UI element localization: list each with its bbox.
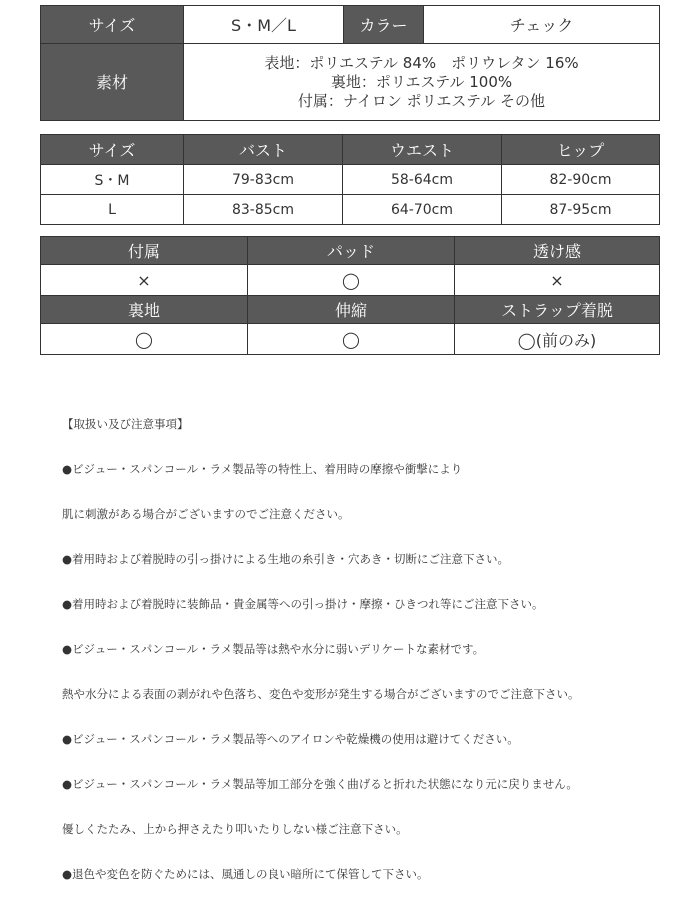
material-label: 素材 bbox=[41, 44, 184, 121]
note-line: ●着用時および着脱時に装飾品・貴金属等への引っ掛け・摩擦・ひきつれ等にご注意下さい。 bbox=[62, 597, 544, 611]
size-table bbox=[40, 134, 660, 225]
care-notes bbox=[62, 387, 580, 897]
bust-cell: 83-85cm bbox=[184, 195, 343, 225]
size-cell: S・M bbox=[41, 165, 184, 195]
sheerness-header: 透け感 bbox=[455, 237, 660, 265]
table-row bbox=[41, 324, 660, 355]
accessory-header: 付属 bbox=[41, 237, 248, 265]
size-value: S・M／L bbox=[184, 6, 344, 44]
material-line: 裏地：ポリエステル 100% bbox=[330, 72, 513, 91]
stretch-header: 伸縮 bbox=[248, 296, 455, 324]
material-line: 付属：ナイロン ポリエステル その他 bbox=[297, 91, 546, 110]
color-label: カラー bbox=[344, 6, 424, 44]
size-cell: L bbox=[41, 195, 184, 225]
lining-value: ◯ bbox=[41, 324, 248, 355]
hip-cell: 82-90cm bbox=[502, 165, 660, 195]
material-value bbox=[184, 44, 660, 121]
lining-header: 裏地 bbox=[41, 296, 248, 324]
color-value: チェック bbox=[424, 6, 660, 44]
stretch-value: ◯ bbox=[248, 324, 455, 355]
hip-header: ヒップ bbox=[502, 135, 660, 165]
pad-value: ◯ bbox=[248, 265, 455, 296]
note-line: ●ビジュー・スパンコール・ラメ製品等は熱や水分に弱いデリケートな素材です。 bbox=[62, 642, 485, 656]
hip-cell: 87-95cm bbox=[502, 195, 660, 225]
note-line: ●着用時および着脱時の引っ掛けによる生地の糸引き・穴あき・切断にご注意下さい。 bbox=[62, 552, 510, 566]
size-label: サイズ bbox=[41, 6, 184, 44]
feature-table bbox=[40, 236, 660, 355]
note-line: 優しくたたみ、上から押さえたり叩いたりしない様ご注意下さい。 bbox=[62, 822, 408, 836]
sheerness-value: × bbox=[455, 265, 660, 296]
bust-cell: 79-83cm bbox=[184, 165, 343, 195]
note-line: ●ビジュー・スパンコール・ラメ製品等の特性上、着用時の摩擦や衝撃により bbox=[62, 462, 463, 476]
table-row bbox=[41, 165, 660, 195]
waist-cell: 58-64cm bbox=[343, 165, 502, 195]
material-line: 表地：ポリエステル 84% ポリウレタン 16% bbox=[264, 53, 579, 72]
waist-cell: 64-70cm bbox=[343, 195, 502, 225]
note-line: ●退色や変色を防ぐためには、風通しの良い暗所にて保管して下さい。 bbox=[62, 867, 429, 881]
bust-header: バスト bbox=[184, 135, 343, 165]
pad-header: パッド bbox=[248, 237, 455, 265]
note-line: 熱や水分による表面の剥がれや色落ち、変色や変形が発生する場合がございますのでご注意下さい。 bbox=[62, 687, 580, 701]
note-line: 【取扱い及び注意事項】 bbox=[62, 417, 189, 431]
note-line: ●ビジュー・スパンコール・ラメ製品等へのアイロンや乾燥機の使用は避けてください。 bbox=[62, 732, 519, 746]
note-line: ●ビジュー・スパンコール・ラメ製品等加工部分を強く曲げると折れた状態になり元に戻りません。 bbox=[62, 777, 578, 791]
table-row bbox=[41, 265, 660, 296]
strap-value: ◯(前のみ) bbox=[455, 324, 660, 355]
waist-header: ウエスト bbox=[343, 135, 502, 165]
accessory-value: × bbox=[41, 265, 248, 296]
size-header: サイズ bbox=[41, 135, 184, 165]
strap-header: ストラップ着脱 bbox=[455, 296, 660, 324]
note-line: 肌に刺激がある場合がございますのでご注意ください。 bbox=[62, 507, 350, 521]
spec-table bbox=[40, 5, 660, 121]
table-row bbox=[41, 195, 660, 225]
